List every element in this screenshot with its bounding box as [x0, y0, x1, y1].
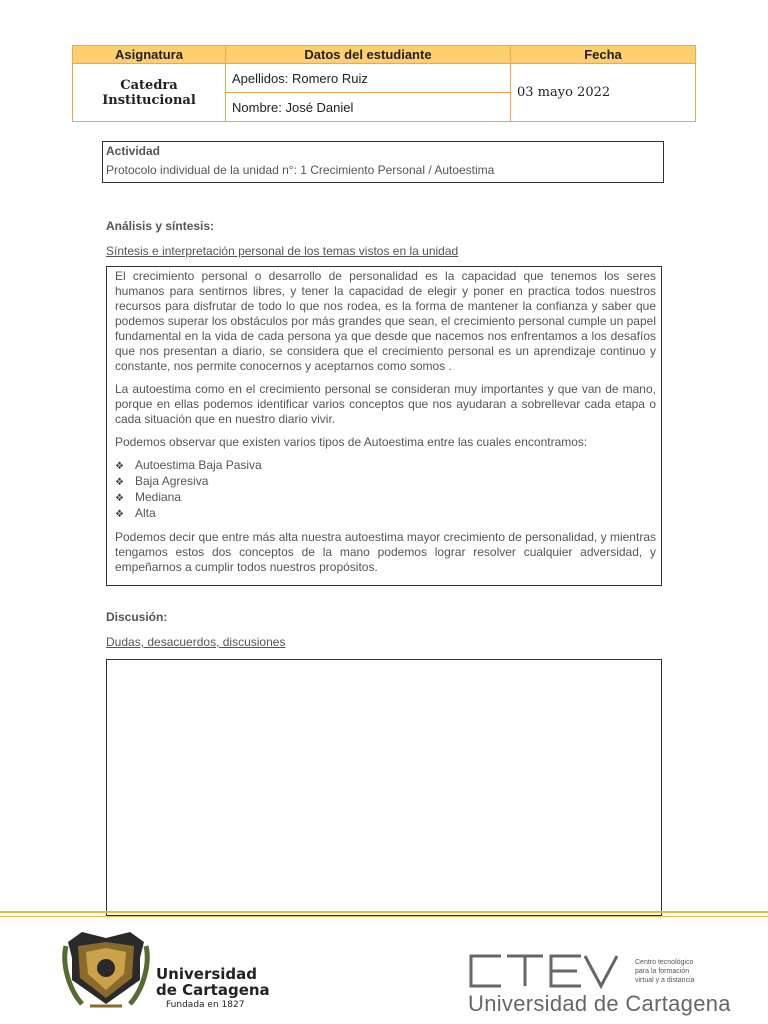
diamond-bullet-icon: ❖: [115, 477, 124, 488]
list-item: ❖ Mediana: [115, 490, 182, 504]
footer-divider: [0, 911, 768, 913]
uc-founded: Fundada en 1827: [166, 1000, 245, 1010]
diamond-bullet-icon: ❖: [115, 493, 124, 504]
analysis-title: Análisis y síntesis:: [106, 219, 215, 233]
ctev-side-text: Centro tecnológico para la formación virtual y a distancia: [635, 959, 695, 984]
analysis-paragraph: El crecimiento personal o desarrollo de personalidad es la capacidad que tenemos los seres humanos para sentirnos libres, y tener la capacidad de elegir y poner en practica todos nuestros recursos para disfrutar de todo lo que nos rodea, es la forma de mantener la confianza y saber que podemos superar los obstáculos por más grandes que sean, el crecimiento personal cumple un papel fundamental en la vida de cada persona ya que desde que nacemos nos enfrentamos a los desafíos que nos presentan a diario, se considera que el crecimiento personal es un aprendizaje continuo y constante, nos permite conocernos y aceptarnos como somos .: [115, 269, 656, 373]
list-item: ❖ Baja Agresiva: [115, 474, 209, 488]
date-cell: 03 mayo 2022: [511, 64, 696, 122]
activity-value: Protocolo individual de la unidad n°: 1 Crecimiento Personal / Autoestima: [106, 163, 495, 177]
diamond-bullet-icon: ❖: [115, 509, 124, 520]
analysis-paragraph: La autoestima como en el crecimiento personal se consideran muy importantes y que van de mano, porque en ellas podemos identificar varios conceptos que nos ayudaran a sobrellevar cada etapa o cada situación que en nuestro diario vivir.: [115, 382, 656, 426]
subject-line2: Institucional: [102, 92, 196, 108]
col-date-header: Fecha: [511, 46, 696, 64]
subject-line1: Catedra: [120, 77, 178, 93]
diamond-bullet-icon: ❖: [115, 461, 124, 472]
header-table: [72, 45, 696, 122]
discussion-subtitle: Dudas, desacuerdos, discusiones: [106, 635, 286, 649]
university-crest-icon: [60, 928, 152, 1012]
footer-divider: [0, 916, 768, 917]
autoestima-list: [115, 458, 656, 522]
analysis-closing: Podemos decir que entre más alta nuestra autoestima mayor crecimiento de personalidad, y mientras tengamos estos dos conceptos de la mano podemos lograr resolver cualquier adversidad, y empeñarnos a cumplir todos nuestros propósitos.: [115, 530, 656, 574]
name-cell: Nombre: José Daniel: [226, 93, 511, 122]
activity-box: [102, 141, 664, 183]
col-student-header: Datos del estudiante: [226, 46, 511, 64]
discussion-box[interactable]: [106, 659, 662, 916]
analysis-textbox: [106, 266, 662, 586]
analysis-subtitle: Síntesis e interpretación personal de los temas vistos en la unidad: [106, 244, 459, 258]
list-item: ❖ Autoestima Baja Pasiva: [115, 458, 262, 472]
ctev-logo-icon: [467, 952, 627, 990]
university-logo-text: [156, 966, 270, 1010]
analysis-paragraph: Podemos observar que existen varios tipos de Autoestima entre las cuales encontramos:: [115, 435, 588, 449]
surname-cell: Apellidos: Romero Ruiz: [226, 64, 511, 93]
col-subject-header: Asignatura: [73, 46, 226, 64]
uc-line2: de Cartagena: [156, 981, 270, 999]
activity-label: Actividad: [106, 144, 161, 158]
subject-cell: [73, 64, 226, 122]
list-item: ❖ Alta: [115, 506, 156, 520]
ctev-university-text: Universidad de Cartagena: [468, 991, 731, 1016]
discussion-title: Discusión:: [106, 610, 168, 624]
uc-line1: Universidad: [156, 965, 258, 983]
